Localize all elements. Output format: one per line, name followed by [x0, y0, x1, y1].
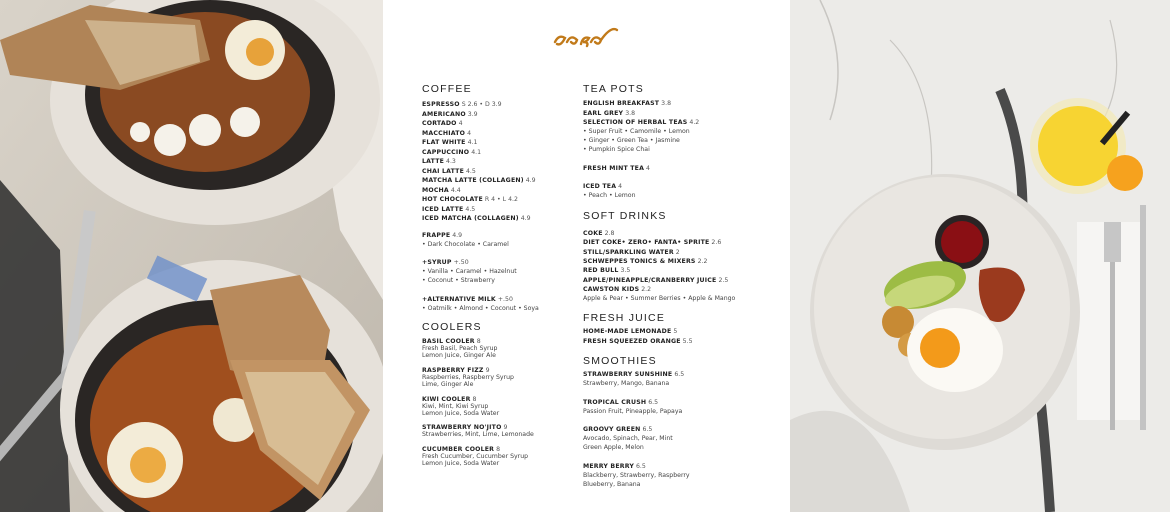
menu-item: MOCHA 4.4 [422, 186, 461, 194]
menu-item: FLAT WHITE 4.1 [422, 139, 478, 146]
menu-item: CAPPUCCINO 4.1 [422, 148, 482, 156]
item-description: • Oatmilk • Almond • Coconut • Soya [422, 305, 539, 312]
menu-item: CORTADO 4 [422, 120, 463, 127]
menu-item: EARL GREY 3.8 [583, 109, 636, 117]
skillet-illustration [0, 0, 383, 512]
item-description: • Super Fruit • Camomile • Lemon [583, 128, 690, 135]
menu-item: KIWI COOLER 8 [422, 396, 477, 403]
menu-item: ICED TEA 4 [583, 183, 623, 190]
item-description: • Dark Chocolate • Caramel [422, 241, 509, 248]
menu-item: +SYRUP +.50 [422, 259, 469, 266]
menu-item: RASPBERRY FIZZ 9 [422, 367, 490, 374]
breakfast-plate-photo [790, 0, 1170, 512]
item-description: • Pumpkin Spice Chai [583, 146, 650, 153]
item-description: • Peach • Lemon [583, 192, 636, 199]
menu-item: CHAI LATTE 4.5 [422, 167, 476, 175]
menu-item: MERRY BERRY 6.5 [583, 463, 646, 470]
menu-item: CUCUMBER COOLER 8 [422, 446, 501, 453]
tea-pots-heading: TEA POTS [583, 83, 644, 95]
item-description: Blackberry, Strawberry, Raspberry [583, 472, 690, 479]
menu-item: BASIL COOLER 8 [422, 338, 481, 345]
item-description: Apple & Pear • Summer Berries • Apple & Mango [583, 294, 736, 302]
menu-item: FRESH SQUEEZED ORANGE 5.5 [583, 337, 693, 345]
menu-item: MACCHIATO 4 [422, 129, 472, 137]
item-description: Green Apple, Melon [583, 444, 644, 451]
menu-item: ESPRESSO S 2.6 • D 3.9 [422, 101, 502, 108]
plate-illustration [790, 0, 1170, 512]
item-description: Kiwi, Mint, Kiwi Syrup [422, 403, 489, 410]
menu-item: CAWSTON KIDS 2.2 [583, 285, 652, 293]
item-description: Lime, Ginger Ale [422, 381, 474, 388]
menu-item: +ALTERNATIVE MILK +.50 [422, 296, 513, 303]
drinks-menu [383, 0, 790, 512]
menu-item: GROOVY GREEN 6.5 [583, 426, 653, 433]
menu-item: STRAWBERRY SUNSHINE 6.5 [583, 371, 685, 378]
menu-item: MATCHA LATTE (COLLAGEN) 4.9 [422, 177, 536, 184]
menu-item: TROPICAL CRUSH 6.5 [583, 399, 659, 406]
item-description: • Ginger • Green Tea • Jasmine [583, 137, 680, 144]
breakfast-skillet-photo [0, 0, 383, 512]
menu-item: FRESH MINT TEA 4 [583, 165, 650, 172]
item-description: Lemon Juice, Soda Water [422, 460, 500, 467]
menu-item: AMERICANO 3.9 [422, 110, 478, 118]
coolers-heading: COOLERS [422, 321, 482, 333]
item-description: Fresh Basil, Peach Syrup [422, 345, 498, 352]
menu-item: ICED LATTE 4.5 [422, 205, 476, 213]
menu-item: STRAWBERRY NO'JITO 9 [422, 424, 508, 431]
soft-drinks-heading: SOFT DRINKS [583, 210, 667, 222]
item-description: Lemon Juice, Soda Water [422, 410, 500, 417]
item-description: • Vanilla • Caramel • Hazelnut [422, 268, 517, 275]
menu-item: APPLE/PINEAPPLE/CRANBERRY JUICE 2.5 [583, 276, 729, 284]
casa-logo [551, 22, 621, 52]
coffee-heading: COFFEE [422, 83, 472, 95]
fresh-juice-heading: FRESH JUICE [583, 312, 666, 324]
item-description: Avocado, Spinach, Pear, Mint [583, 435, 673, 442]
menu-item: DIET COKE• ZERO• FANTA• SPRITE 2.6 [583, 239, 722, 247]
item-description: Passion Fruit, Pineapple, Papaya [583, 408, 683, 415]
menu-item: STILL/SPARKLING WATER 2 [583, 248, 680, 256]
item-description: Strawberries, Mint, Lime, Lemonade [422, 431, 534, 438]
menu-item: HOME-MADE LEMONADE 5 [583, 328, 678, 335]
menu-item: COKE 2.8 [583, 230, 615, 237]
smoothies-heading: SMOOTHIES [583, 355, 657, 367]
item-description: • Coconut • Strawberry [422, 277, 495, 284]
item-description: Blueberry, Banana [583, 481, 641, 488]
menu-item: FRAPPE 4.9 [422, 232, 463, 239]
item-description: Fresh Cucumber, Cucumber Syrup [422, 453, 529, 460]
menu-item: ICED MATCHA (COLLAGEN) 4.9 [422, 215, 531, 222]
menu-item: ENGLISH BREAKFAST 3.8 [583, 100, 672, 107]
menu-item: HOT CHOCOLATE R 4 • L 4.2 [422, 196, 518, 203]
menu-item: LATTE 4.3 [422, 158, 456, 165]
menu-item: SELECTION OF HERBAL TEAS 4.2 [583, 119, 700, 126]
item-description: Strawberry, Mango, Banana [583, 380, 670, 387]
menu-item: SCHWEPPES TONICS & MIXERS 2.2 [583, 257, 708, 265]
item-description: Lemon Juice, Ginger Ale [422, 352, 496, 359]
menu-item: RED BULL 3.5 [583, 267, 631, 275]
item-description: Raspberries, Raspberry Syrup [422, 374, 514, 381]
